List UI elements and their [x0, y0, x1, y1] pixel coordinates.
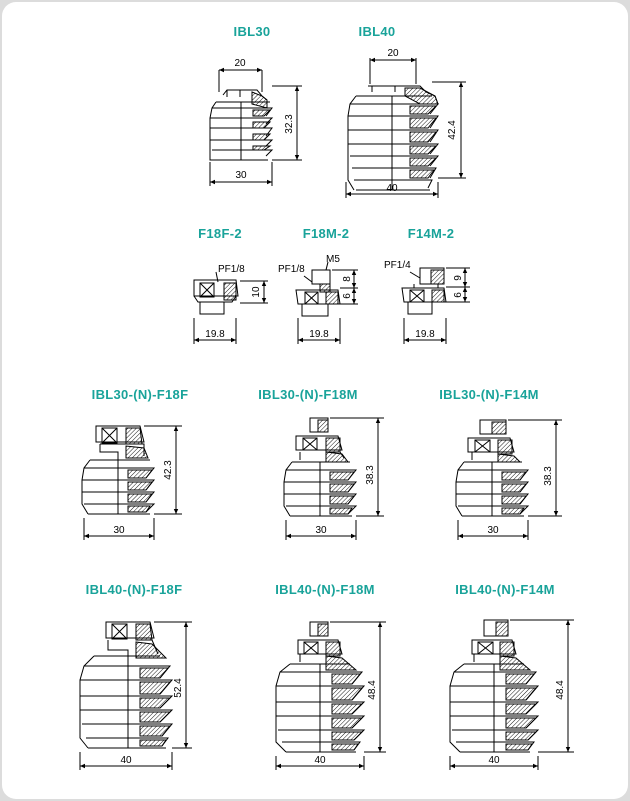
dim-f18m2-h1: 8	[342, 276, 353, 282]
title-ibl30: IBL30	[233, 24, 271, 39]
dim-ibl40-f18f-height: 52.4	[173, 678, 184, 698]
f14m2-thread: PF1/4	[384, 260, 411, 271]
title-ibl30-f14m: IBL30-(N)-F14M	[439, 387, 539, 402]
dim-f14m2-h2: 6	[453, 292, 464, 298]
dim-ibl40-f18f-base: 40	[120, 755, 132, 766]
drawing-ibl30-n-f18f	[82, 426, 182, 540]
dim-f14m2-width: 19.8	[415, 329, 435, 340]
f18m2-thread: PF1/8	[278, 264, 305, 275]
dim-ibl30-f18m-height: 38.3	[365, 465, 376, 485]
dim-ibl40-f14m-base: 40	[488, 755, 500, 766]
title-f18m-2: F18M-2	[302, 226, 350, 241]
dim-ibl40-height: 42.4	[447, 120, 458, 140]
dim-ibl30-f14m-height: 38.3	[543, 466, 554, 486]
dim-ibl30-width: 20	[234, 58, 246, 69]
title-ibl30-f18m: IBL30-(N)-F18M	[258, 387, 358, 402]
dim-ibl30-f14m-base: 30	[487, 525, 499, 536]
dim-ibl30-f18m-base: 30	[315, 525, 327, 536]
title-f14m-2: F14M-2	[407, 226, 455, 241]
title-f18f-2: F18F-2	[198, 226, 242, 241]
title-ibl30-f18f: IBL30-(N)-F18F	[91, 387, 189, 402]
title-ibl40: IBL40	[358, 24, 396, 39]
dim-ibl30-f18f-height: 42.3	[163, 460, 174, 480]
dim-f14m2-h1: 9	[453, 275, 464, 281]
dim-f18f2-height: 10	[251, 286, 262, 298]
dim-f18m2-h2: 6	[342, 293, 353, 299]
f18m2-screw: M5	[326, 254, 340, 265]
dim-ibl40-f18m-height: 48.4	[367, 680, 378, 700]
dim-ibl30-base: 30	[235, 170, 247, 181]
dim-ibl30-height: 32.3	[284, 114, 295, 134]
title-ibl40-f18m: IBL40-(N)-F18M	[275, 582, 375, 597]
dim-f18f2-width: 19.8	[205, 329, 225, 340]
dim-ibl40-f18m-base: 40	[314, 755, 326, 766]
dim-ibl40-width: 20	[387, 48, 399, 59]
title-ibl40-f18f: IBL40-(N)-F18F	[85, 582, 183, 597]
dim-ibl40-base: 40	[386, 183, 398, 194]
title-ibl40-f14m: IBL40-(N)-F14M	[455, 582, 555, 597]
dim-ibl40-f14m-height: 48.4	[555, 680, 566, 700]
dim-f18m2-width: 19.8	[309, 329, 329, 340]
dim-ibl30-f18f-base: 30	[113, 525, 125, 536]
f18f2-thread: PF1/8	[218, 264, 245, 275]
